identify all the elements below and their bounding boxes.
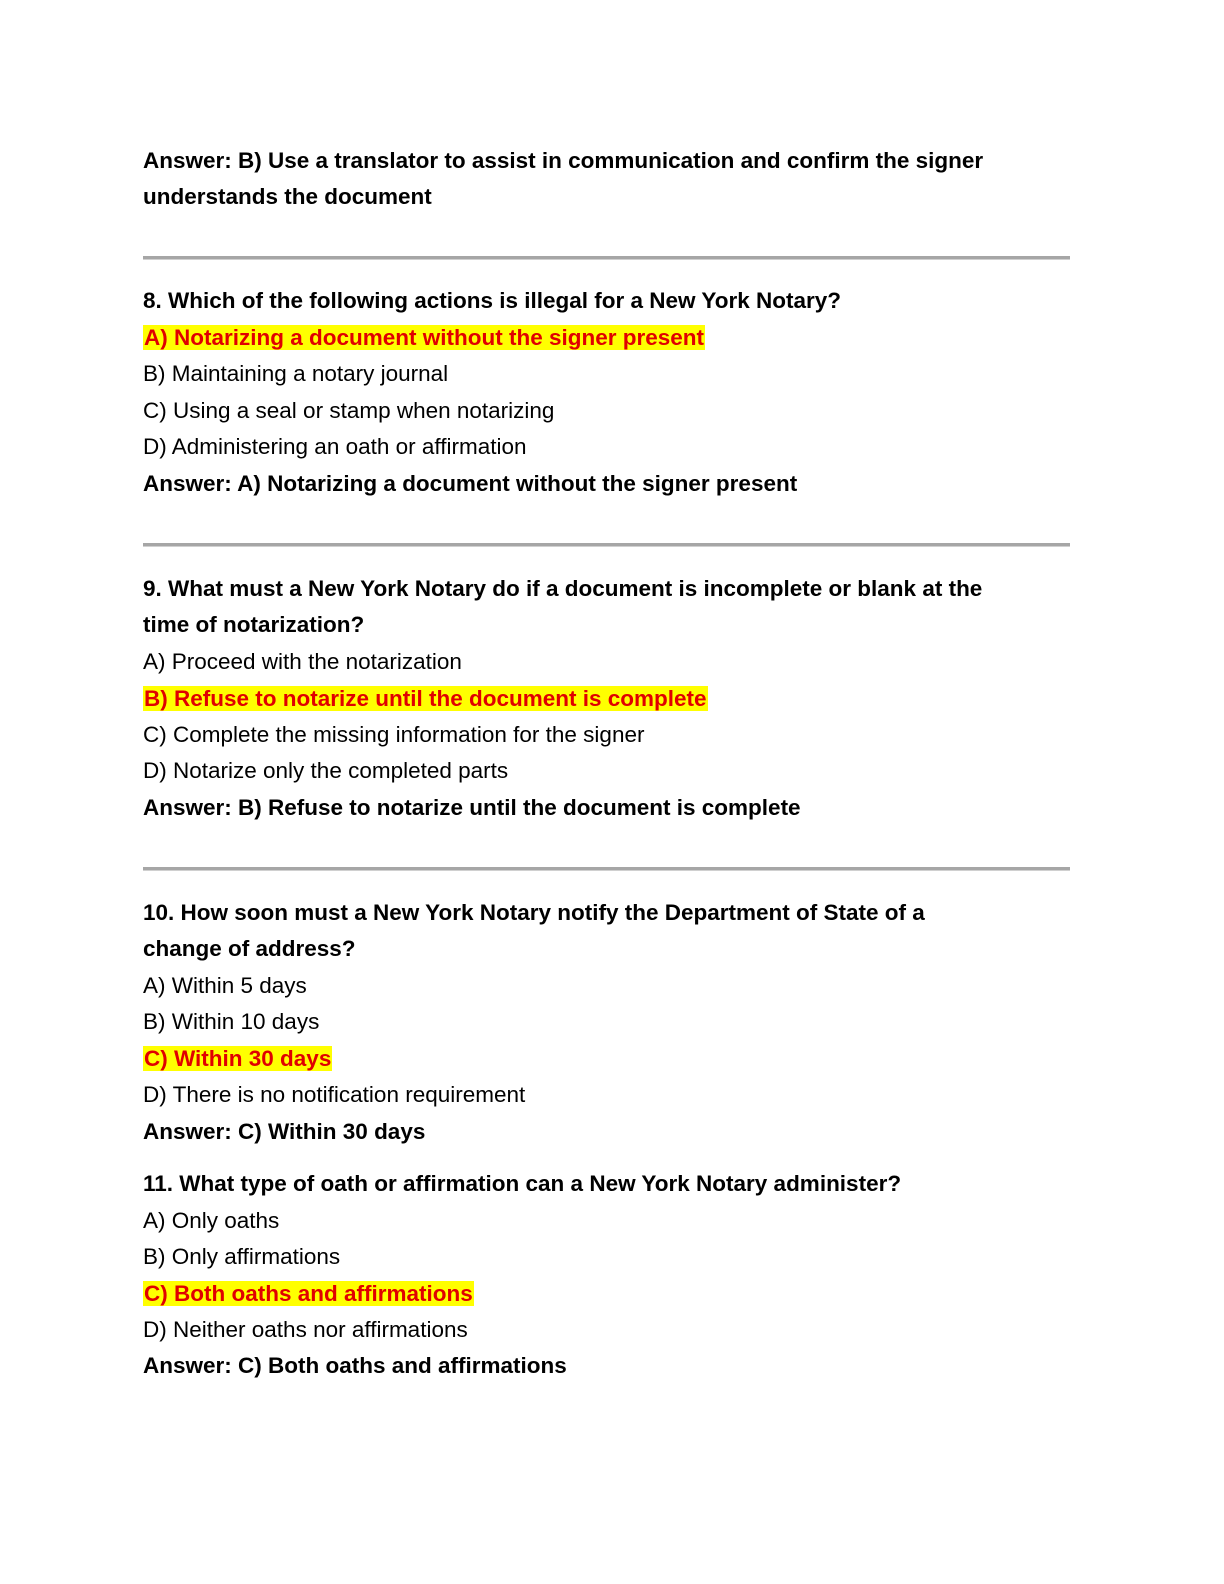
- question-10-option-c: [143, 1041, 332, 1077]
- question-10-text-line-2: change of address?: [143, 936, 356, 961]
- question-9-option-d: D) Notarize only the completed parts: [143, 758, 509, 783]
- question-11-text: 11. What type of oath or affirmation can a New York Notary administer?: [143, 1171, 902, 1196]
- question-9-text-line-2: time of notarization?: [143, 612, 365, 637]
- question-8-answer: Answer: A) Notarizing a document without the signer present: [143, 471, 798, 496]
- question-9-option-b: [143, 681, 708, 717]
- question-8-option-d: D) Administering an oath or affirmation: [143, 434, 527, 459]
- question-9-text-line-1: 9. What must a New York Notary do if a document is incomplete or blank at the: [143, 576, 983, 601]
- question-9-option-c: C) Complete the missing information for the signer: [143, 722, 645, 747]
- previous-answer-line-1: Answer: B) Use a translator to assist in communication and confirm the signer: [143, 148, 984, 173]
- question-11-option-d: D) Neither oaths nor affirmations: [143, 1317, 468, 1342]
- question-11-option-c: [143, 1276, 474, 1312]
- question-8-option-b: B) Maintaining a notary journal: [143, 361, 449, 386]
- question-8-option-c: C) Using a seal or stamp when notarizing: [143, 398, 555, 423]
- question-10-text-line-1: 10. How soon must a New York Notary notify the Department of State of a: [143, 900, 925, 925]
- question-10-option-d: D) There is no notification requirement: [143, 1082, 526, 1107]
- question-9-option-a: A) Proceed with the notarization: [143, 649, 462, 674]
- question-10-answer: Answer: C) Within 30 days: [143, 1119, 426, 1144]
- correct-option-highlight: C) Both oaths and affirmations: [144, 1281, 473, 1306]
- question-9-answer: Answer: B) Refuse to notarize until the document is complete: [143, 795, 801, 820]
- correct-option-highlight: C) Within 30 days: [144, 1046, 332, 1071]
- divider: [143, 867, 1070, 871]
- question-8-text: 8. Which of the following actions is illegal for a New York Notary?: [143, 288, 842, 313]
- correct-option-highlight: A) Notarizing a document without the signer present: [144, 325, 705, 350]
- question-10-option-a: A) Within 5 days: [143, 973, 307, 998]
- question-11-option-b: B) Only affirmations: [143, 1244, 341, 1269]
- correct-option-highlight: B) Refuse to notarize until the document is complete: [144, 686, 707, 711]
- divider: [143, 256, 1070, 260]
- question-10-option-b: B) Within 10 days: [143, 1009, 320, 1034]
- previous-answer-line-2: understands the document: [143, 184, 432, 209]
- question-11-answer: Answer: C) Both oaths and affirmations: [143, 1353, 567, 1378]
- divider: [143, 543, 1070, 547]
- question-8-option-a: [143, 320, 705, 356]
- question-11-option-a: A) Only oaths: [143, 1208, 280, 1233]
